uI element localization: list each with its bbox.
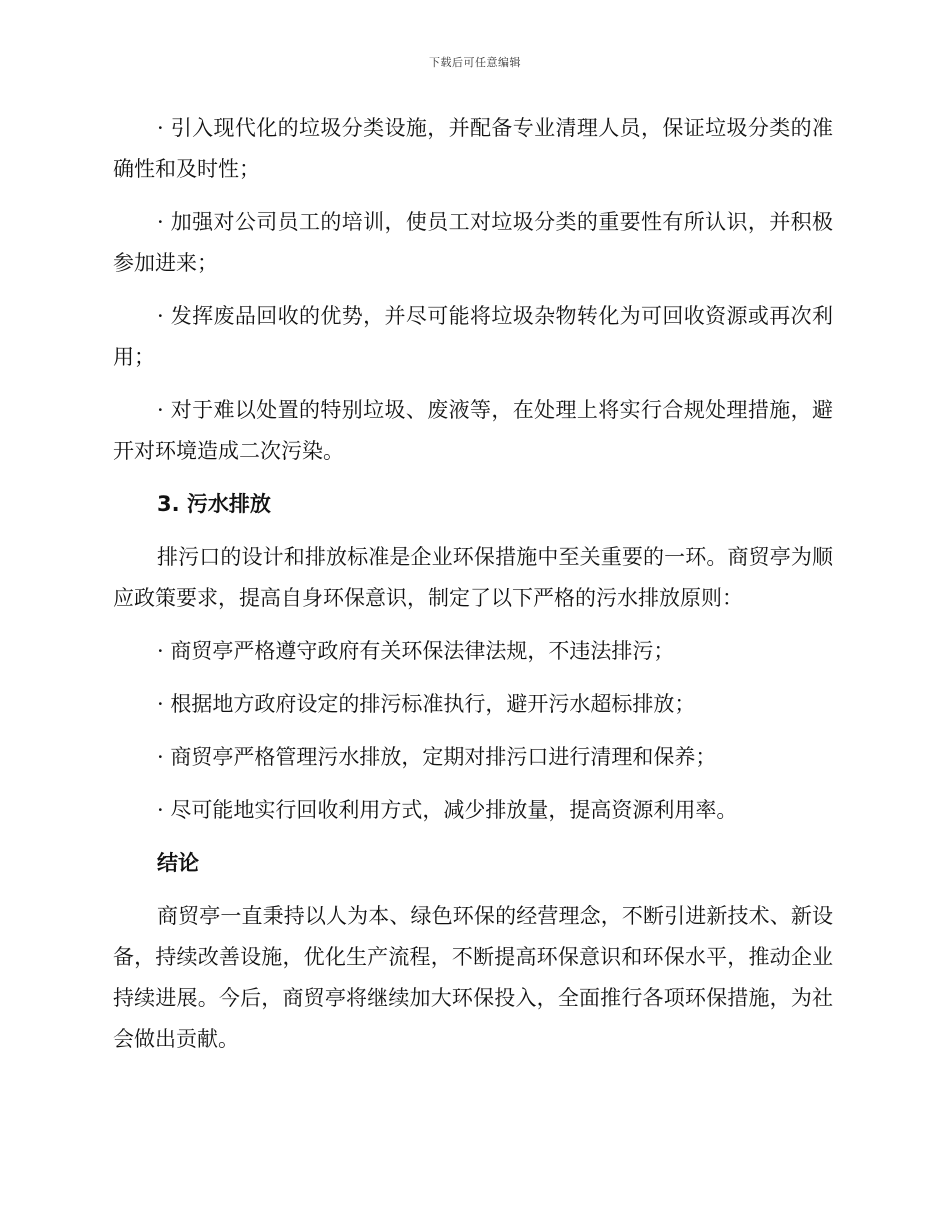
- bullet-sewage-maintenance: · 商贸亭严格管理污水排放，定期对排污口进行清理和保养；: [157, 745, 717, 769]
- bullet-sewage-law: · 商贸亭严格遵守政府有关环保法律法规，不违法排污；: [157, 639, 675, 663]
- page-header: 下载后可任意编辑: [429, 56, 521, 69]
- bullet-garbage-special-waste: · 对于难以处置的特别垃圾、废液等，在处理上将实行合规处理措施，避开对环境造成二次污染。: [113, 398, 833, 463]
- section-heading-conclusion: 结论: [157, 851, 199, 875]
- section-heading-sewage: 3. 污水排放: [157, 492, 271, 516]
- sewage-intro-paragraph: 排污口的设计和排放标准是企业环保措施中至关重要的一环。商贸亭为顺应政策要求，提高自身环保意识，制定了以下严格的污水排放原则：: [113, 545, 833, 610]
- document-body: [113, 108, 833, 1072]
- bullet-sewage-recycling: · 尽可能地实行回收利用方式，减少排放量，提高资源利用率。: [157, 798, 738, 822]
- conclusion-paragraph: 商贸亭一直秉持以人为本、绿色环保的经营理念，不断引进新技术、新设备，持续改善设施，优化生产流程，不断提高环保意识和环保水平，推动企业持续进展。今后，商贸亭将继续加大环保投入，全面推行各项环保措施，为社会做出贡献。: [113, 904, 833, 1051]
- bullet-garbage-recycling: · 发挥废品回收的优势，并尽可能将垃圾杂物转化为可回收资源或再次利用；: [113, 304, 833, 369]
- bullet-garbage-facilities: · 引入现代化的垃圾分类设施，并配备专业清理人员，保证垃圾分类的准确性和及时性；: [113, 116, 833, 181]
- bullet-sewage-standard: · 根据地方政府设定的排污标准执行，避开污水超标排放；: [157, 692, 696, 716]
- bullet-garbage-training: · 加强对公司员工的培训，使员工对垃圾分类的重要性有所认识，并积极参加进来；: [113, 210, 833, 275]
